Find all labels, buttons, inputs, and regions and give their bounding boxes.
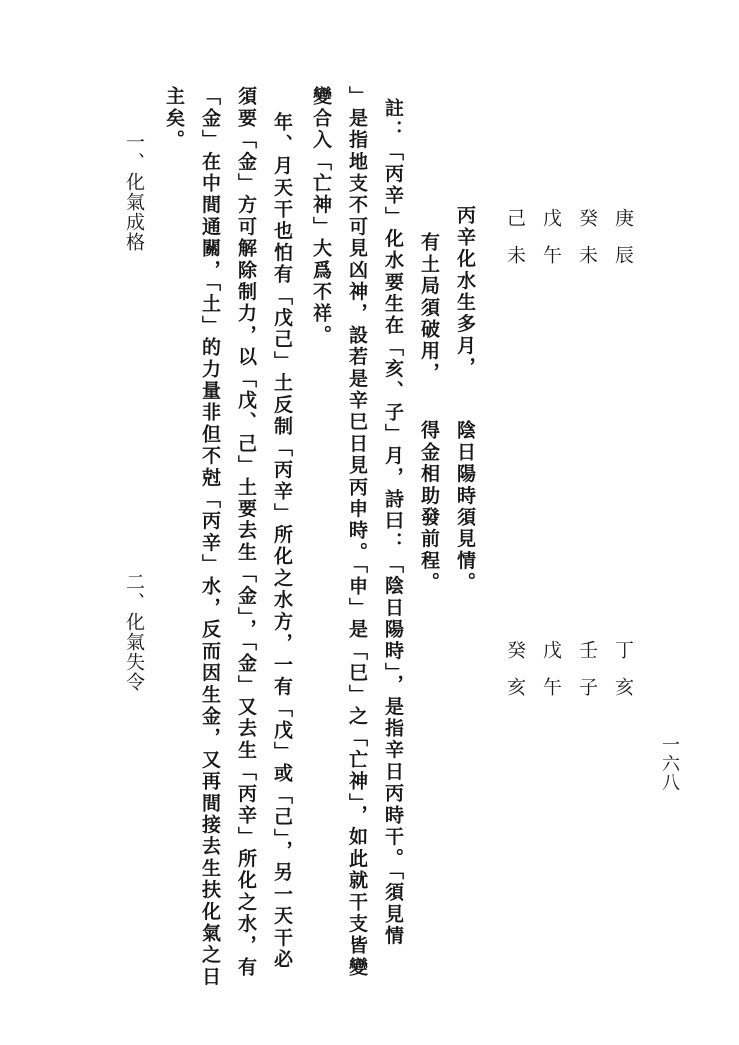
- pillar-stem: 丁: [612, 640, 634, 677]
- commentary-line: 變合入「亡神」大爲不祥。: [310, 86, 332, 347]
- verse-line-1b: 陰日陽時須見情。: [454, 420, 476, 594]
- pillar-hour: [505, 208, 524, 282]
- section-heading: 二、化氣失令: [123, 572, 145, 692]
- pillar-year: [613, 208, 632, 282]
- verse-line-2a: 有土局須破用，: [418, 232, 440, 384]
- pillar-stem: 壬: [576, 640, 598, 677]
- pillar-branch: 午: [540, 677, 562, 714]
- commentary-line: 主矣。: [163, 86, 185, 152]
- commentary-line: 年、月天干也怕有「戊己」土反制「丙辛」所化之水方，一有「戊」或「己」，另一天干必: [271, 112, 293, 971]
- pillar-branch: 亥: [612, 677, 634, 714]
- pillar-month-2: [577, 640, 596, 714]
- pillar-stem: 戊: [540, 640, 562, 677]
- pillar-year-2: [613, 640, 632, 714]
- pillar-stem: 庚: [612, 208, 634, 245]
- pillar-branch: 子: [576, 677, 598, 714]
- pillar-stem: 戊: [540, 208, 562, 245]
- pillar-branch: 未: [576, 245, 598, 282]
- section-heading: 一、化氣成格: [123, 132, 145, 252]
- commentary-line: 「金」在中間通關，「土」的力量非但不尅「丙辛」水，反而因生金，又再間接去生扶化氣之日: [199, 86, 221, 988]
- page-number: 一六八: [659, 735, 680, 792]
- pillar-day-2: [541, 640, 560, 714]
- pillar-branch: 午: [540, 245, 562, 282]
- pillar-hour-2: [505, 640, 524, 714]
- pillar-branch: 亥: [504, 677, 526, 714]
- pillar-branch: 辰: [612, 245, 634, 282]
- pillar-stem: 癸: [576, 208, 598, 245]
- pillar-branch: 未: [504, 245, 526, 282]
- verse-line-1a: 丙辛化水生多月，: [454, 205, 476, 379]
- commentary-line: 」是指地支不可見凶神，設若是辛巳日見丙申時。「申」是「巳」之「亡神」，如此就干支皆變: [346, 86, 368, 979]
- pillar-stem: 己: [504, 208, 526, 245]
- pillar-stem: 癸: [504, 640, 526, 677]
- commentary-line: 註：「丙辛」化水要生在「亥、子」月，詩曰：「陰日陽時」，是指辛日丙時干。「須見情: [382, 98, 404, 947]
- pillar-day: [541, 208, 560, 282]
- commentary-line: 須要「金」方可解除制力，以「戊、己」土要去生「金」，「金」又去生「丙辛」所化之水，有: [235, 86, 257, 979]
- verse-line-2b: 得金相助發前程。: [418, 420, 440, 594]
- pillar-month: [577, 208, 596, 282]
